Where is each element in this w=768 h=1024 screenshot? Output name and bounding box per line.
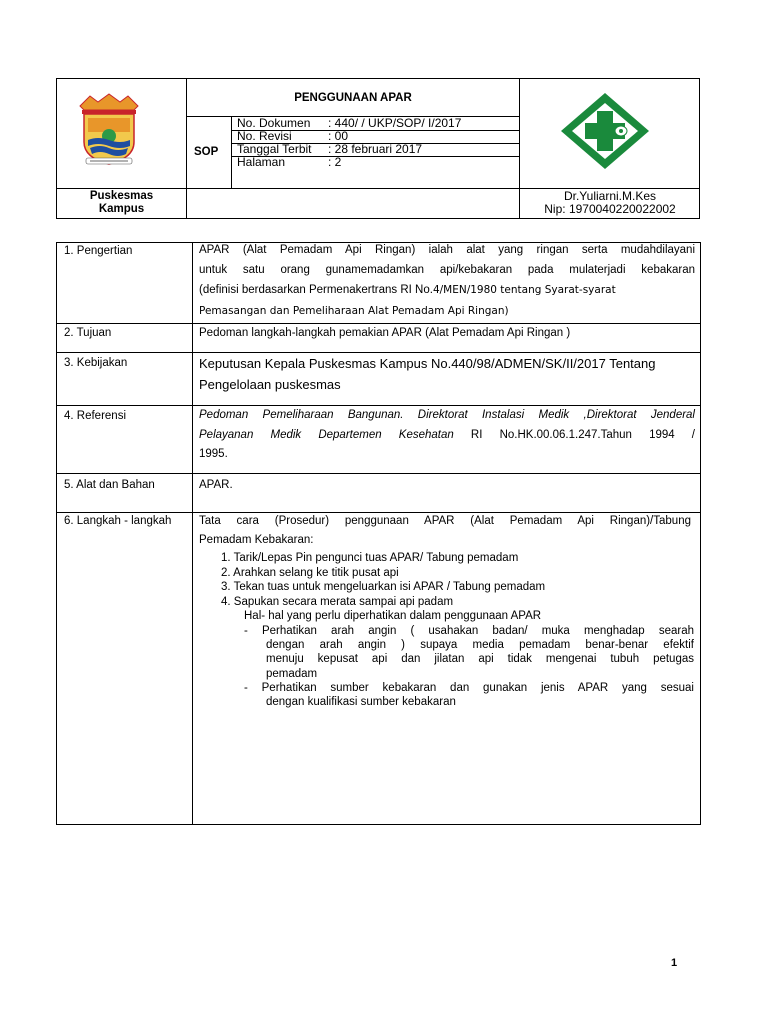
meta-label: Halaman	[237, 155, 286, 169]
row-divider	[56, 512, 701, 513]
section-label: 5. Alat dan Bahan	[64, 479, 155, 491]
note-item: - Perhatikan arah angin ( usahakan badan/ muka menghadap searah	[244, 625, 694, 637]
section-text: APAR.	[199, 479, 233, 491]
note-item: dengan kualifikasi sumber kebakaran	[266, 696, 456, 708]
reference-italic: Pelayanan Medik Departemen Kesehatan	[199, 429, 454, 441]
section-text: untuk satu orang gunamemadamkan api/kebakaran pada mulaterjadi kebakaran	[199, 264, 695, 276]
page-number: 1	[671, 957, 678, 969]
column-divider	[192, 242, 193, 825]
procedure-step: 2. Arahkan selang ke titik pusat api	[221, 567, 399, 579]
section-text	[199, 284, 695, 296]
section-text: Keputusan Kepala Puskesmas Kampus No.440/98/ADMEN/SK/II/2017 Tentang	[199, 356, 656, 371]
section-text: Pedoman langkah-langkah pemakian APAR (Alat Pemadam Api Ringan )	[199, 327, 571, 339]
meta-value: : 2	[328, 155, 342, 169]
meta-label: No. Dokumen	[237, 116, 311, 130]
section-text: Pemadam Kebakaran:	[199, 534, 314, 546]
document-title: PENGGUNAAN APAR	[294, 92, 412, 104]
signer-name: Dr.Yuliarni.M.Kes	[563, 189, 657, 203]
procedure-step: 1. Tarik/Lepas Pin pengunci tuas APAR/ Tabung pemadam	[221, 552, 519, 564]
meta-label: Tanggal Terbit	[237, 142, 312, 156]
procedure-step: 4. Sapukan secara merata sampai api padam	[221, 596, 454, 608]
section-text: 1995.	[199, 448, 228, 460]
section-text: APAR (Alat Pemadam Api Ringan) ialah alat yang ringan serta mudahdilayani	[199, 244, 695, 256]
note-item: menuju kepusat api dan jilatan api tidak mengenai tubuh petugas	[266, 653, 694, 665]
procedure-step: 3. Tekan tuas untuk mengeluarkan isi APAR / Tabung pemadam	[221, 581, 546, 593]
sop-label: SOP	[194, 146, 219, 158]
notes-title: Hal- hal yang perlu diperhatikan dalam penggunaan APAR	[244, 610, 542, 622]
note-item: - Perhatikan sumber kebakaran dan gunakan jenis APAR yang sesuai	[244, 682, 694, 694]
meta-value: : 28 februari 2017	[328, 142, 423, 156]
definition-source: (definisi berdasarkan Permenakertrans RI No.	[199, 284, 433, 296]
definition-regulation: 4/MEN/1980 tentang Syarat-syarat	[432, 284, 616, 296]
reference-rest: RI No.HK.00.06.1.247.Tahun 1994 /	[453, 429, 695, 441]
signer-nip: Nip: 1970040220022002	[544, 202, 676, 216]
row-divider	[56, 473, 701, 474]
section-text: Pedoman Pemeliharaan Bangunan. Direktorat Instalasi Medik ,Direktorat Jenderal	[199, 409, 695, 421]
note-item: pemadam	[266, 668, 318, 680]
row-divider	[56, 352, 701, 353]
regional-government-logo	[76, 92, 142, 168]
row-divider	[56, 405, 701, 406]
section-label: 1. Pengertian	[64, 245, 133, 257]
puskesmas-logo	[557, 91, 653, 171]
section-label: 3. Kebijakan	[64, 357, 128, 369]
section-label: 4. Referensi	[64, 410, 127, 422]
section-text: Tata cara (Prosedur) penggunaan APAR (Alat Pemadam Api Ringan)/Tabung	[199, 515, 691, 527]
organization-name: Puskesmas	[89, 190, 154, 202]
meta-value: : 00	[328, 129, 349, 143]
meta-label: No. Revisi	[237, 129, 292, 143]
section-label: 6. Langkah - langkah	[64, 515, 172, 527]
meta-value: : 440/ / UKP/SOP/ I/2017	[328, 116, 462, 130]
row-divider	[56, 323, 701, 324]
section-label: 2. Tujuan	[64, 327, 112, 339]
header-divider	[231, 116, 232, 188]
section-text: Pemasangan dan Pemeliharaan Alat Pemadam Api Ringan)	[199, 305, 509, 317]
header-divider	[186, 78, 187, 219]
note-item: dengan arah angin ) supaya media pemadam benar-benar efektif	[266, 639, 694, 651]
organization-name: Kampus	[98, 203, 145, 215]
section-text	[199, 429, 695, 441]
section-text: Pengelolaan puskesmas	[199, 377, 341, 392]
